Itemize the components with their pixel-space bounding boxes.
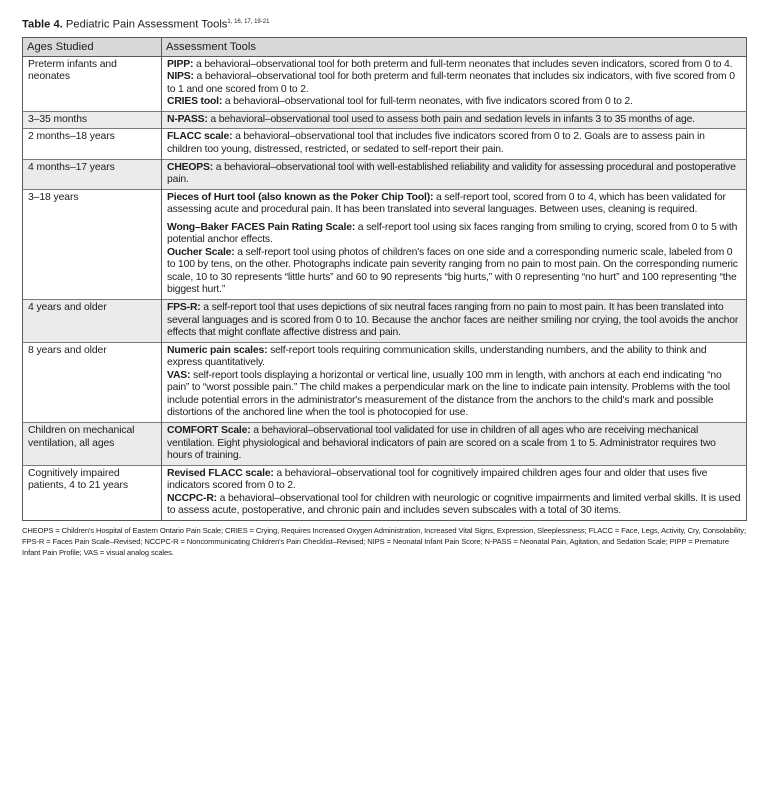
- table-title-refs: 1, 16, 17, 19-21: [227, 19, 270, 25]
- tool-entry: [167, 59, 742, 72]
- age-cell: 4 months–17 years: [23, 159, 162, 189]
- footnote: CHEOPS = Children's Hospital of Eastern Ontario Pain Scale; CRIES = Crying, Requires Increased Oxygen Administration, Increased Vital Signs, Expression, Sleeplessness; FLACC = Face, Legs, Activity, Cry, Consolability; FPS-R = Faces Pain Scale–Revised; NCCPC-R = Noncommunicating Children's Pain Checklist–Revised; NIPS = Neonatal Infant Pain Score; N-PASS = Neonatal Pain, Agitation, and Sedation Scale; PIPP = Premature Infant Pain Profile; VAS = visual analog scales.: [22, 525, 746, 557]
- table-body: [23, 56, 747, 520]
- tool-description: a behavioral–observational tool for full-term neonates, with five indicators scored from 0 to 2.: [222, 96, 633, 108]
- tool-entry: [167, 247, 742, 297]
- tool-description: a behavioral–observational tool used to assess both pain and sedation levels in infants 3 to 35 months of age.: [207, 113, 695, 125]
- tool-description: a behavioral–observational tool for both preterm and full-term neonates that includes seven indicators, scored from 0 to 4.: [193, 58, 733, 70]
- tool-description: a behavioral–observational tool for cognitively impaired children ages four and older that uses five indicators scored from 0 to 2.: [167, 467, 708, 492]
- tool-description: self-report tools requiring communication skills, understanding numbers, and the ability to think and express quantitatively.: [167, 344, 707, 369]
- tool-name: PIPP:: [167, 58, 194, 70]
- tool-entry: [167, 71, 742, 96]
- tool-entry: [167, 425, 742, 463]
- tool-description: a behavioral–observational tool with well-established reliability and validity for assessing procedural and postoperative pain.: [167, 161, 736, 186]
- age-cell: 3–35 months: [23, 111, 162, 129]
- tools-cell: [162, 342, 747, 422]
- tool-entry: [167, 493, 742, 518]
- tools-cell: [162, 159, 747, 189]
- header-tools: Assessment Tools: [162, 37, 747, 56]
- tool-entry: [167, 302, 742, 340]
- table-row: [23, 342, 747, 422]
- tool-entry: [167, 192, 742, 217]
- tool-description: a behavioral–observational tool for both preterm and full-term neonates that includes six indicators, with five scored from 0 to 1 and one scored from 0 to 2.: [167, 71, 735, 95]
- tool-name: COMFORT Scale:: [167, 424, 251, 436]
- tools-cell: [162, 189, 747, 299]
- tool-name: VAS:: [167, 369, 191, 381]
- header-row: [23, 37, 747, 56]
- age-cell: Cognitively impaired patients, 4 to 21 years: [23, 465, 162, 520]
- age-cell: Preterm infants and neonates: [28, 58, 117, 83]
- tools-cell: [162, 300, 747, 343]
- table-title-label: Table 4.: [22, 18, 63, 31]
- tool-name: N-PASS:: [167, 113, 208, 125]
- tool-name: NIPS:: [167, 71, 194, 83]
- tool-name: Numeric pain scales:: [167, 344, 268, 356]
- tool-name: Revised FLACC scale:: [167, 467, 274, 479]
- table-row: [23, 159, 747, 189]
- table-row: [23, 129, 747, 159]
- table-row: [23, 422, 747, 465]
- table-row: [23, 465, 747, 520]
- tool-description: a self-report tool using photos of children's faces on one side and a corresponding numeric scale, labeled from 0 to 100 by tens, on the other. Photographs indicate pain severity ranging from no pain to most pain. On the corresponding numeric scale, 10 to 30 represents “little hurts” and 60 to 90 represents “big hurts,” with 0 representing “no hurt” and 100 representing “the biggest hurt.”: [167, 246, 738, 296]
- tool-name: Wong–Baker FACES Pain Rating Scale:: [167, 221, 356, 233]
- table-row: [23, 111, 747, 129]
- table-title: [22, 14, 746, 33]
- tool-entry: [167, 345, 742, 370]
- document: [22, 14, 746, 558]
- tool-name: FPS-R:: [167, 302, 201, 314]
- tool-entry: [167, 162, 742, 187]
- tool-description: a self-report tool using six faces ranging from smiling to crying, scored from 0 to 5 with potential anchor effects.: [167, 221, 738, 246]
- tool-entry: [167, 131, 742, 156]
- tool-name: Pieces of Hurt tool (also known as the Poker Chip Tool):: [167, 191, 434, 203]
- tool-description: a behavioral–observational tool that includes five indicators scored from 0 to 2. Goals are to assess pain in children too young, distressed, restricted, or sedated to self-report their pain.: [167, 131, 705, 156]
- tool-entry: [167, 114, 742, 127]
- tool-description: a self-report tool, scored from 0 to 4, which has been validated for assessing acute and procedural pain. It has been translated into several languages. Between uses, cleaning is required.: [167, 191, 726, 216]
- tool-entry: [167, 468, 742, 493]
- tool-name: CHEOPS:: [167, 161, 214, 173]
- age-cell: Children on mechanical ventilation, all ages: [23, 422, 162, 465]
- tools-cell: [162, 129, 747, 159]
- tool-entry: [167, 96, 742, 109]
- age-cell: 4 years and older: [23, 300, 162, 343]
- tool-description: self-report tools displaying a horizontal or vertical line, usually 100 mm in length, with anchors at each end indicating “no pain” to “worst possible pain.” The child makes a perpendicular mark on the line to indicate pain intensity. Problems with the tool include potential errors in the administrator's measurement of the distance from the anchors to the child's mark and possible distortions of the anchored line when the tool is photocopied for use.: [167, 369, 730, 419]
- header-ages: Ages Studied: [23, 37, 162, 56]
- tool-name: CRIES tool:: [167, 96, 223, 108]
- table-title-text: Pediatric Pain Assessment Tools: [62, 18, 228, 31]
- tool-entry: [167, 222, 742, 247]
- tool-description: a behavioral–observational tool for children with neurologic or cognitive impairments and limited verbal skills. It is used to assess acute, postoperative, and chronic pain and includes seven subscales with a total of 30 items.: [167, 492, 741, 517]
- tools-cell: [162, 56, 747, 111]
- tool-name: Oucher Scale:: [167, 246, 235, 258]
- table-row: [23, 56, 747, 111]
- pain-assessment-table: [22, 37, 747, 521]
- age-cell: 3–18 years: [23, 189, 162, 299]
- tools-cell: [162, 111, 747, 129]
- age-cell: 2 months–18 years: [23, 129, 162, 159]
- tools-cell: [162, 465, 747, 520]
- tool-description: a self-report tool that uses depictions of six neutral faces ranging from no pain to most pain. It has been translated into several languages and is scored from 0 to 10. Because the anchor faces are neither smiling nor crying, the tool avoids the anchor effects that might conflate affective distress and pain.: [167, 302, 739, 339]
- tool-name: FLACC scale:: [167, 131, 233, 143]
- tools-cell: [162, 422, 747, 465]
- tool-entry: [167, 370, 742, 420]
- table-row: [23, 189, 747, 299]
- tool-name: NCCPC-R:: [167, 492, 217, 504]
- table-row: [23, 300, 747, 343]
- age-cell: 8 years and older: [23, 342, 162, 422]
- tool-description: a behavioral–observational tool validated for use in children of all ages who are receiving mechanical ventilation. Eight physiological and behavioral indicators of pain are scored on a scale from 1 to 5. Administrator requires two hours of training.: [167, 424, 716, 462]
